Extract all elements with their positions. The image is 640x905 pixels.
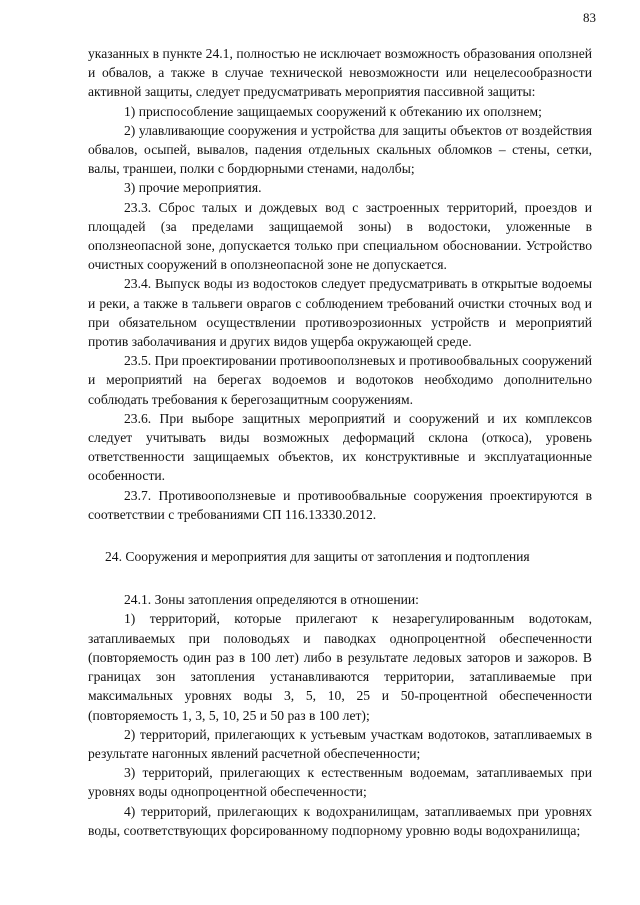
paragraph: 4) территорий, прилегающих к водохранилищам, затапливаемых при уровнях воды, соответствующих форсированному подпорному уровню воды водохранилища;	[88, 803, 592, 838]
section-heading: 24. Сооружения и мероприятия для защиты от затопления и подтопления	[105, 549, 530, 565]
paragraph: 1) приспособление защищаемых сооружений к обтеканию их оползнем;	[124, 103, 542, 119]
page-number: 83	[583, 10, 596, 25]
paragraph: указанных в пункте 24.1, полностью не исключает возможность образования оползней и обвалов, а также в случае технической невозможности или нецелесообразности активной защиты, следует предусматривать мероприятия пассивной защиты:	[88, 46, 592, 100]
document-body	[88, 44, 592, 840]
paragraph: 2) территорий, прилегающих к устьевым участкам водотоков, затапливаемых в результате нагонных явлений расчетной обеспеченности;	[88, 726, 592, 761]
paragraph: 2) улавливающие сооружения и устройства для защиты объектов от воздействия обвалов, осыпей, вывалов, падения отдельных скальных обломков – стены, сетки, валы, траншеи, полки с бордюрными стенами, надолбы;	[88, 122, 592, 177]
paragraph: 1) территорий, которые прилегают к незарегулированным водотокам, затапливаемых при половодьях и паводках однопроцентной обеспеченности (повторяемость один раз в 100 лет) либо в результате ледовых заторов и зажоров. В границах зон затопления устанавливаются территории, затапливаемые при максимальных уровнях воды 3, 5, 10, 25 и 50-процентной обеспеченности (повторяемость 1, 3, 5, 10, 25 и 50 раз в 100 лет);	[88, 611, 592, 723]
paragraph: 23.5. При проектировании противооползневых и противообвальных сооружений и мероприятий на берегах водоемов и водотоков необходимо дополнительно соблюдать требования к берегозащитным сооружениям.	[88, 353, 592, 407]
paragraph: 23.4. Выпуск воды из водостоков следует предусматривать в открытые водоемы и реки, а также в тальвеги оврагов с соблюдением требований очистки сточных вод и при обязательном осуществлении противоэрозионных устройств и мероприятий против заболачивания и других видов ущерба окружающей среде.	[88, 276, 592, 350]
paragraph: 3) прочие мероприятия.	[124, 180, 262, 196]
paragraph: 23.7. Противооползневые и противообвальные сооружения проектируются в соответствии с требованиями СП 116.13330.2012.	[88, 487, 592, 522]
paragraph: 23.3. Сброс талых и дождевых вод с застроенных территорий, проездов и площадей (за пределами защищаемой зоны) в водостоки, уложенные в оползнеопасной зоне, допускается только при специальном обосновании. Устройство очистных сооружений в оползнеопасной зоне не допускается.	[88, 199, 592, 273]
paragraph: 24.1. Зоны затопления определяются в отношении:	[124, 592, 419, 608]
paragraph: 23.6. При выборе защитных мероприятий и сооружений и их комплексов следует учитывать виды возможных деформаций склона (откоса), уровень ответственности защищаемых объектов, их конструктивные и эксплуатационные особенности.	[88, 410, 592, 484]
paragraph: 3) территорий, прилегающих к естественным водоемам, затапливаемых при уровнях воды однопроцентной обеспеченности;	[88, 765, 592, 800]
